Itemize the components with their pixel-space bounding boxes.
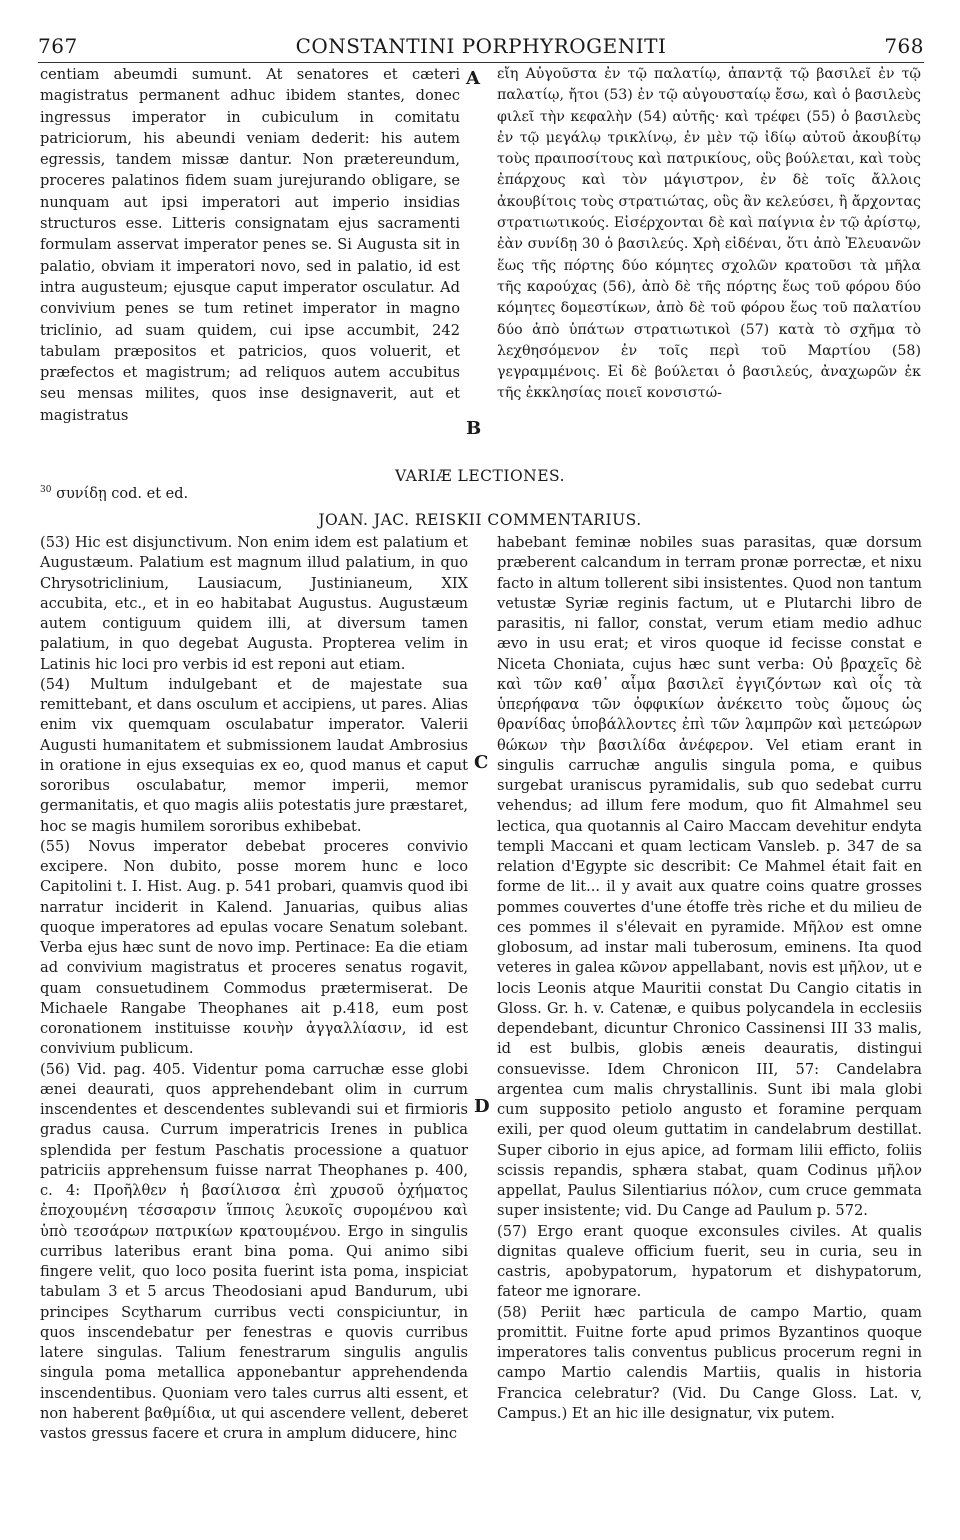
margin-marker-a: A (466, 68, 480, 89)
commentary-right-column (497, 533, 922, 1424)
commentary-note-56: (56) Vid. pag. 405. Videntur poma carruchæ esse globi ænei deaurati, quos apprehendebant olim in currum inscendentes et descendentes sublevandi sui et firmioris gradus causa. Currum imperatricis Irenes in publica splendida per festum Paschatis processione a quatuor patriciis apprehensum fuisse narrat Theophanes p. 400, c. 4: Προῆλθεν ἡ βασίλισσα ἐπὶ χρυσοῦ ὀχήματος ἐποχουμένη τέσσαρσιν ἵπποις λευκοῖς συρομένου καὶ ὑπὸ τεσσάρων πατρικίων κρατουμένου. Ergo in singulis curribus lateribus erant bina poma. Qui animo sibi fingere velit, quo loco posita fuerint ista poma, inspiciat tabulam 3 et 5 arcus Theodosiani apud Bandurum, ubi principes Scytharum curribus vecti conspiciuntur, in quos inscendebatur per fenestras e quovis curribus latere singulas. Talium fenestrarum singulis angulis singula poma metallica apponebantur apprehendenda inscendentibus. Quoniam vero tales currus alti essent, et non haberent βαθμίδια, ut qui ascendere vellent, deberet vastos gressus facere et crura in amplum diducere, hinc (40, 1060, 468, 1442)
margin-marker-c: C (474, 752, 489, 773)
variant-note-text: συνίδῃ cod. et ed. (56, 485, 189, 502)
greek-text: εἴη Αὐγοῦστα ἐν τῷ παλατίῳ, ἀπαντᾷ τῷ βασιλεῖ ἐν τῷ παλατίῳ, ἤτοι (53) ἐν τῷ αὐγουσταίῳ ἔσω, καὶ ὁ βασιλεὺς φιλεῖ τὴν κεφαλὴν (54) αὐτῆς· καὶ τρέφει (55) ὁ βασιλεὺς ἐν τῷ μεγάλῳ τρικλίνῳ, ἐν μὲν τῷ ἰδίῳ αὐτοῦ ἀκουβίτῳ τοὺς πραιποσίτους καὶ πατρικίους, οὓς βούλεται, καὶ τοὺς ἐπάρχους καὶ τὸν μάγιστρον, ἐν δὲ τοῖς ἄλλοις ἀκουβίτοις τοὺς στρατιώτας, οὓς ἂν κελεύσει, ἢ ἄρχοντας στρατιωτικούς. Εἰσέρχονται δὲ καὶ παίγνια ἐν τῷ ἀρίστῳ, ἐὰν συνίδῃ 30 ὁ βασιλεύς. Χρὴ εἰδέναι, ὅτι ἀπὸ Ἐλευανῶν ἕως τῆς πόρτης δύο κόμητες σχολῶν κρατοῦσι τὰ μῆλα τῆς καρούχας (56), ἀπὸ δὲ τῆς πόρτης ἕως τοῦ φόρου δύο κόμητες δομεστίκων, ἀπὸ δὲ τοῦ φόρου ἕως τοῦ παλατίου δύο ἀπὸ ὑπάτων στρατιωτικοὶ (57) κατὰ τὸ σχῆμα τὸ λεχθησόμενον ἐν τοῖς περὶ τοῦ Μαρτίου (58) γεγραμμένοις. Εἰ δὲ βούλεται ὁ βασιλεύς, ἀναχωρῶν ἐκ τῆς ἐκκλησίας ποιεῖ κονσιστώ- (497, 66, 921, 402)
commentary-note-57: (57) Ergo erant quoque exconsules civiles. At qualis dignitas qualeve officium fuerit, seu in curia, seu in castris, apobypatorum, hypatorum et dishypatorum, fateor me ignorare. (497, 1222, 922, 1301)
commentary-heading: JOAN. JAC. REISKII COMMENTARIUS. (318, 511, 642, 529)
commentary-note-53: (53) Hic est disjunctivum. Non enim idem est palatium et Augustæum. Palatium est magnum illud palatium, in quo Chrysotriclinium, Lausiacum, Justinianeum, XIX accubita, etc., et in eo habitabat Augustus. Augustæum autem contiguum quidem illi, at diversum tamen palatium, in quo degebat Augusta. Propterea velim in Latinis hic loci pro verbis id est reponi aut etiam. (40, 534, 468, 673)
variant-reading-note (40, 485, 188, 502)
page-number-right: 768 (884, 34, 924, 58)
latin-translation-column (40, 64, 460, 426)
commentary-left-column (40, 533, 468, 1444)
header-rule (38, 62, 924, 63)
margin-marker-b: B (466, 418, 482, 439)
latin-text: centiam abeumdi sumunt. At senatores et cæteri magistratus permanent adhuc ibidem stantes, donec ingressus imperator in cubiculum in comitatu patriciorum, his abeundi veniam dederit: his autem egressis, tandem missæ dantur. Non prætereundum, proceres palatinos fidem suam jurejurando obligare, se nunquam aut ipsi imperatori aut imperio insidias structuros esse. Litteris consignatam ejus sacramenti formulam asservat imperator penes se. Si Augusta sit in palatio, obviam it imperatori novo, sed in palatio, id est intra augusteum; ejusque caput imperator osculatur. Ad convivium penes se tum retinet imperator in magno triclinio, ad suam quidem, cui ipse accumbit, 242 tabulam præpositos et patricios, quos voluerit, et præfectos et magistrum; ad reliquos autem accubitus seu mensas milites, quos inse designaverit, aut et magistratus (40, 66, 460, 424)
greek-text-column (497, 64, 921, 405)
page-number-left: 767 (38, 34, 78, 58)
page-header (38, 34, 924, 60)
commentary-note-58: (58) Periit hæc particula de campo Martio, quam promittit. Fuitne forte apud primos Byzantinos quoque imperatores talis conventus publicus procerum regni in campo Martio calendis Martiis, qualis in historia Francica celebratur? (Vid. Du Cange Gloss. Lat. v, Campus.) Et an hic ille designatur, vix putem. (497, 1303, 922, 1422)
margin-marker-d: D (474, 1096, 490, 1117)
commentary-note-55: (55) Novus imperator debebat proceres convivio excipere. Non dubito, posse morem hunc e loco Capitolini t. I. Hist. Aug. p. 541 probari, quamvis quod ibi narratur inciderit in Kalend. Januarias, quibus alias quoque imperatores ad epulas vocare Senatum solebant. Verba ejus hæc sunt de novo imp. Pertinace: Ea die etiam ad convivium magistratus et proceres senatus rogavit, quam consuetudinem Commodus prætermiserat. De Michaele Rangabe Theophanes ait p.418, eum post coronationem instituisse κοινὴν ἀγγαλλίασιν, id est convivium publicum. (40, 837, 468, 1058)
commentary-note-54: (54) Multum indulgebant et de majestate sua remittebant, et dans osculum et accipiens, ut pares. Alias enim vix quemquam osculabatur imperator. Valerii Augusti humanitatem et submissionem laudat Ambrosius in oratione in ejus exsequias ex eo, quod manus et caput sororibus osculabatur, memor imperii, memor germanitatis, et quo magis aliis potestatis jure præstaret, hoc se magis humilem sororibus exhibebat. (40, 675, 468, 835)
variae-lectiones-heading: VARIÆ LECTIONES. (394, 467, 566, 485)
running-title: CONSTANTINI PORPHYROGENITI (295, 34, 667, 58)
variant-note-number: 30 (40, 485, 52, 495)
commentary-note-56-continued: habebant feminæ nobiles suas parasitas, quæ dorsum præberent calcandum in terram pronæ porrectæ, et nixu facto in altum tollerent sibi insistentes. Quod non tantum vetustæ Syriæ reginis factum, ut e Plutarchi libro de parasitis, ni fallor, constat, verum etiam medio adhuc ævo in usu erat; et viros quoque id fecisse constat e Niceta Choniata, cujus hæc sunt verba: Οὐ βραχεῖς δὲ καὶ τῶν καθ᾽ αἷμα βασιλεῖ ἐγγιζόντων καὶ οἷς τὰ ὑπερήφανα τῶν ὀφφικίων ἀνέκειτο τοὺς ὤμους ὡς θρανίδας ὑποβάλλοντες ἐπὶ τῶν λαμπρῶν καὶ μετεώρων θώκων τὴν βασιλίδα ἀνέφερον. Vel etiam erant in singulis carruchæ angulis singula poma, e quibus surgebat uraniscus pyramidalis, sub quo sedebat curru vehendus; ad illum fere modum, quo fit Almahmel seu lectica, qua quotannis al Cairo Maccam devehitur endyta templi Maccani et quam lecticam Vansleb. p. 347 de sa relation d'Egypte sic describit: Ce Mahmel était fait en forme de lit... il y avait aux quatre coins quatre grosses pommes couvertes d'une étoffe très riche et du milieu de ces pommes il s'élevait en pyramide. Μῆλον est omne globosum, ad instar mali tuberosum, eminens. Ita quod veteres in galea κῶνον appellabant, novis est μῆλον, ut e locis Leonis atque Mauritii constat Du Cangio citatis in Gloss. Gr. h. v. Catenæ, e quibus polycandela in ecclesiis dependebant, dicuntur Chronico Cassinensi III 33 malis, id est bulbis, globis æneis deauratis, distingui consuevisse. Idem Chronicon III, 57: Candelabra argentea cum malis chrystallinis. Sunt ibi mala globi cum supposito petiolo angusto et foramine perquam exili, per quod oleum guttatim in candelabrum destillat. Super ciborio in ejus apice, ad formam lilii efficto, foliis scissis repandis, sphæra stabat, quam Codinus μῆλον appellat, Paulus Silentiarius πόλον, cum cruce gemmata super insistente; vid. Du Cange ad Paulum p. 572. (497, 534, 922, 1220)
